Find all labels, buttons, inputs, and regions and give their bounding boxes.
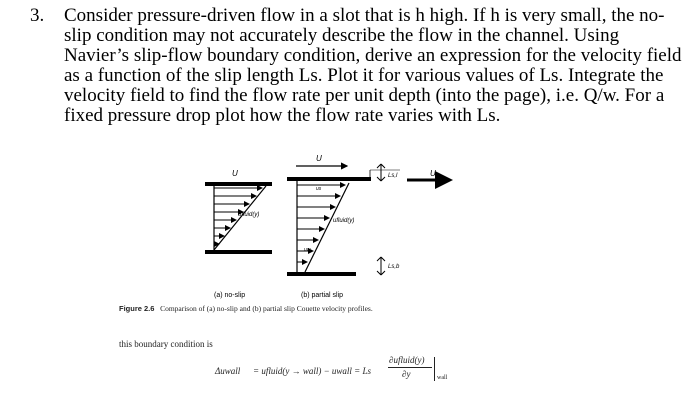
equation-lhs: Δuwall — [215, 366, 241, 376]
problem-line: as a function of the slip length Ls. Plot it for various values of Ls. Integrate the — [64, 65, 664, 86]
problem-line: slip condition may not accurately describe the flow in the channel. Using — [64, 25, 620, 46]
body-text: this boundary condition is — [119, 339, 213, 349]
equation-numerator: ∂ufluid(y) — [389, 355, 425, 365]
right-caption: (b) partial slip — [301, 292, 344, 299]
equation-denominator: ∂y — [402, 369, 411, 379]
equation-middle: = ufluid(y → wall) − uwall = Ls — [253, 366, 371, 376]
right-U-far-label: U — [430, 169, 436, 178]
left-profile-label: ufluid(y) — [238, 212, 260, 218]
figure-caption — [119, 304, 373, 313]
lower-slip-length-marker — [377, 257, 385, 275]
partial-slip-diagram — [287, 154, 450, 299]
upper-slip-length-label: Ls,l — [388, 173, 398, 179]
problem-line: Navier’s slip-flow boundary condition, derive an expression for the velocity field — [64, 45, 682, 66]
right-U-top-label: U — [316, 154, 322, 163]
figure-caption-label: Figure 2.6 — [119, 304, 155, 313]
figure-caption-text: Comparison of (a) no-slip and (b) partial slip Couette velocity profiles. — [160, 304, 373, 313]
problem-number: 3. — [30, 5, 45, 26]
lower-slip-length-label: Ls,b — [388, 264, 400, 270]
problem-line: velocity field to find the flow rate per unit depth (into the page), i.e. Q/w. For a — [64, 85, 665, 106]
left-caption: (a) no-slip — [214, 292, 246, 299]
problem-line: Consider pressure-driven flow in a slot that is h high. If h is very small, the no- — [64, 5, 665, 26]
equation-subscript: wall — [437, 375, 448, 381]
fraction-bar — [388, 367, 432, 368]
problem-line: fixed pressure drop plot how the flow rate varies with Ls. — [64, 105, 501, 126]
right-profile-label: ufluid(y) — [333, 218, 355, 224]
no-slip-diagram — [205, 169, 272, 299]
evaluation-bar — [434, 357, 435, 381]
slip-equation — [215, 353, 475, 393]
left-U-label: U — [232, 169, 238, 178]
slip-velocity-label: us — [316, 186, 322, 192]
wall-velocity-label: uw — [304, 247, 311, 253]
